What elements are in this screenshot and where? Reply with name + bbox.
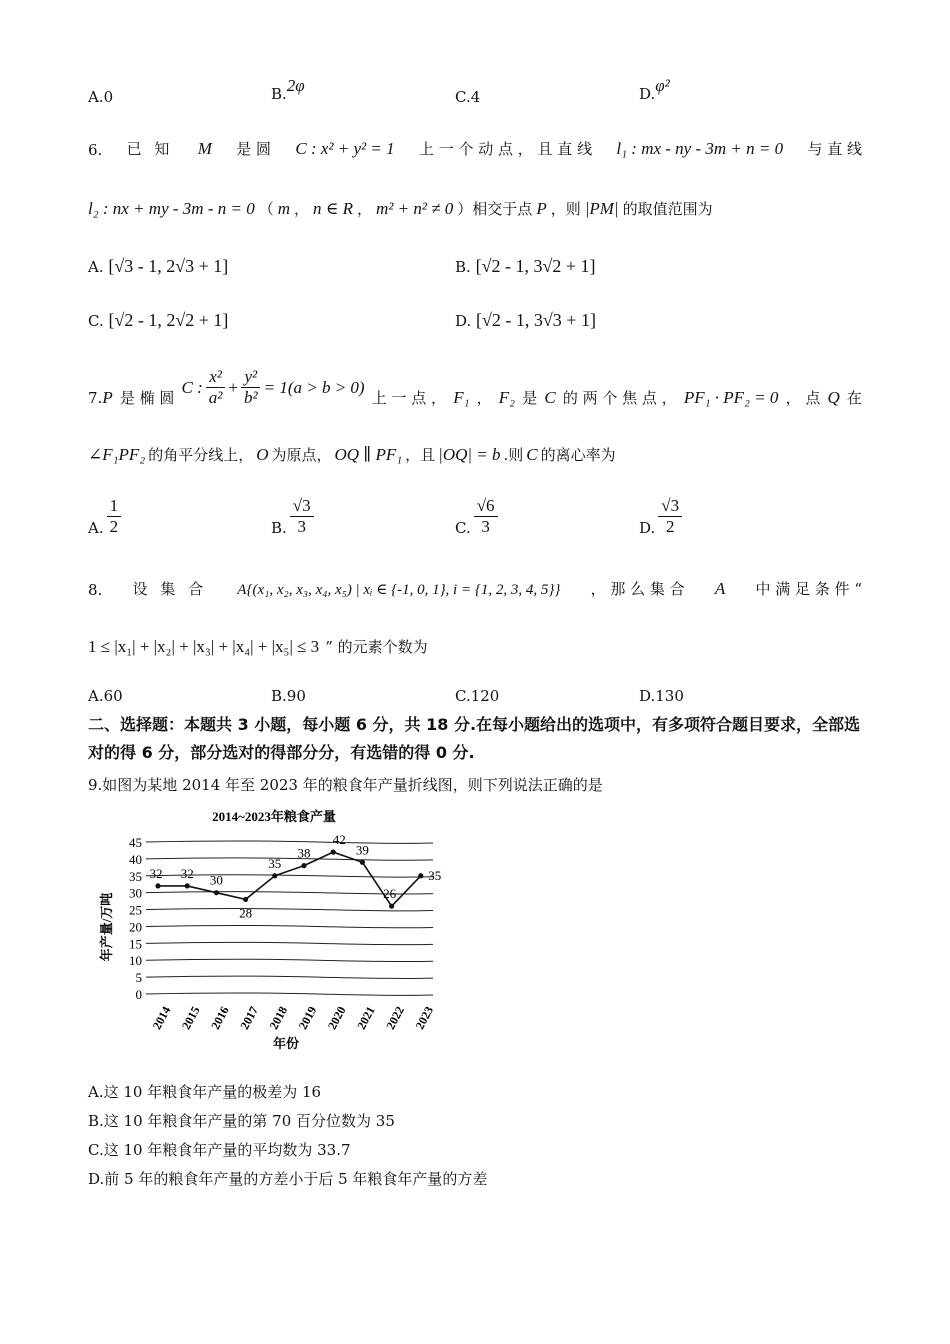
y-tick-label: 30: [129, 885, 142, 901]
q9-stem: 9.如图为某地 2014 年至 2023 年的粮食年产量折线图，则下列说法正确的是: [88, 776, 603, 794]
q7-option-a: A. $\frac{1}{2}$: [88, 496, 124, 537]
q6-option-c: C. [√2 - 1, 2√2 + 1]: [88, 310, 229, 330]
data-point: [360, 860, 365, 865]
gridline: [146, 959, 433, 961]
y-tick-label: 20: [129, 919, 142, 935]
x-tick-label: 2016: [208, 1003, 232, 1032]
q8-stem-line2: 1 ≤ |x₁| + |x₂| + |x₃| + |x₄| + |x₅| ≤ 3 ” 的元素个数为: [88, 637, 428, 656]
q7-stem-line2: ∠F₁PF₂ 的角平分线上， O 为原点， OQ ∥ PF₁ ，且 |OQ| = b .则 C 的离心率为: [88, 445, 616, 464]
data-label: 35: [428, 867, 442, 883]
data-point: [301, 863, 306, 868]
data-point: [389, 904, 394, 909]
y-tick-label: 45: [129, 835, 142, 850]
data-label: 30: [209, 872, 223, 888]
y-tick-label: 15: [129, 936, 142, 952]
gridline: [146, 925, 433, 927]
q6-option-a: A. [√3 - 1, 2√3 + 1]: [88, 256, 229, 276]
q6-option-d: D. [√2 - 1, 3√3 + 1]: [455, 310, 596, 330]
data-label: 26: [383, 886, 397, 902]
q9-option-d: D.前 5 年的粮食年产量的方差小于后 5 年粮食年产量的方差: [88, 1170, 488, 1188]
x-axis-label: 年份: [272, 1036, 300, 1051]
q5-option-b: B.2φ: [271, 76, 305, 103]
q5-option-a: A.0: [88, 88, 114, 106]
y-axis-label: 年产量/万吨: [99, 892, 114, 962]
q5-option-c: C.4: [455, 88, 481, 106]
gridline: [146, 976, 433, 978]
data-point: [331, 850, 336, 855]
x-tick-label: 2020: [324, 1003, 349, 1032]
data-point: [155, 883, 160, 888]
q8-option-c: C.120: [455, 687, 500, 705]
q5-option-d: D.φ²: [639, 76, 670, 103]
data-label: 38: [297, 845, 311, 861]
data-point: [243, 897, 248, 902]
x-tick-label: 2018: [266, 1003, 291, 1032]
data-label: 42: [332, 832, 346, 848]
q6-stem-line1: 6. 已 知 M 是 圆 C : x² + y² = 1 上 一 个 动 点 ， 且 直 线 l₁ : mx - ny - 3m + n = 0 与 直 线: [88, 139, 862, 159]
q8-option-a: A.60: [88, 687, 123, 705]
y-tick-label: 35: [129, 868, 142, 884]
q8-option-b: B.90: [271, 687, 306, 705]
x-tick-label: 2017: [237, 1003, 261, 1032]
gridline: [146, 909, 433, 911]
chart-title: 2014~2023年粮食产量: [212, 809, 336, 824]
data-label: 39: [355, 842, 369, 858]
q8-option-d: D.130: [639, 687, 684, 705]
q6-option-b: B. [√2 - 1, 3√2 + 1]: [455, 256, 596, 276]
ellipse-equation: C : $\frac{\text{x²}}{\text{a²}}$ + $\frac{\text{y²}}{\text{b²}}$ = 1(a > b > 0): [181, 367, 365, 407]
q9-option-a: A.这 10 年粮食年产量的极差为 16: [88, 1083, 322, 1101]
y-tick-label: 25: [129, 902, 142, 918]
gridline: [146, 841, 433, 843]
data-label: 32: [180, 865, 194, 881]
q7-option-c: C. $\frac{√6}{3}$: [455, 496, 501, 537]
q7-option-b: B. $\frac{√3}{3}$: [271, 496, 317, 537]
q9-option-c: C.这 10 年粮食年产量的平均数为 33.7: [88, 1141, 351, 1159]
y-tick-label: 10: [129, 953, 142, 969]
y-tick-label: 0: [135, 987, 142, 1002]
data-label: 32: [149, 865, 163, 881]
section-2-heading: 二、选择题：本题共 3 小题，每小题 6 分，共 18 分.在每小题给出的选项中，有多项符合题目要求，全部选对的得 6 分，部分选对的得部分分，有选错的得 0 分.: [88, 715, 861, 762]
x-tick-label: 2015: [178, 1003, 203, 1032]
data-point: [214, 890, 219, 895]
x-tick-label: 2019: [295, 1003, 320, 1032]
x-tick-label: 2023: [412, 1003, 437, 1032]
gridline: [146, 858, 433, 860]
x-tick-label: 2021: [354, 1003, 378, 1032]
data-point: [185, 883, 190, 888]
gridline: [146, 942, 433, 944]
q7-stem-line1: 7.P 是 椭 圆 C : $\frac{\text{x²}}{\text{a²}}$ + $\frac{\text{y²}}{\text{b²}}$ = 1(a > b > 0) 上 一 点 ， F₁ ， F₂ 是 C 的 两 个 焦 点 ， PF₁ · PF₂ = 0 ， 点 Q 在: [88, 367, 862, 407]
data-point: [418, 873, 423, 878]
q9-option-b: B.这 10 年粮食年产量的第 70 百分位数为 35: [88, 1112, 395, 1130]
q8-stem-line1: 8. 设 集 合 A{(x₁, x₂, x₃, x₄, x₅) | xᵢ ∈ {-1, 0, 1}, i = {1, 2, 3, 4, 5}} ， 那 么 集 合 A 中 满 足 条 件 “: [88, 579, 862, 599]
y-tick-label: 40: [129, 851, 142, 867]
x-tick-label: 2022: [383, 1003, 407, 1032]
q6-stem-line2: l₂ : nx + my - 3m - n = 0 （ m ， n ∈ R ， m² + n² ≠ 0 ）相交于点 P ，则 |PM| 的取值范围为: [88, 199, 713, 218]
gridline: [146, 993, 433, 995]
x-tick-label: 2014: [149, 1003, 174, 1032]
data-point: [272, 873, 277, 878]
y-tick-label: 5: [135, 970, 142, 986]
data-label: 28: [239, 905, 253, 921]
q7-option-d: D. $\frac{√3}{2}$: [639, 496, 685, 537]
grain-yield-line-chart: [88, 802, 468, 1060]
data-label: 35: [268, 855, 282, 871]
